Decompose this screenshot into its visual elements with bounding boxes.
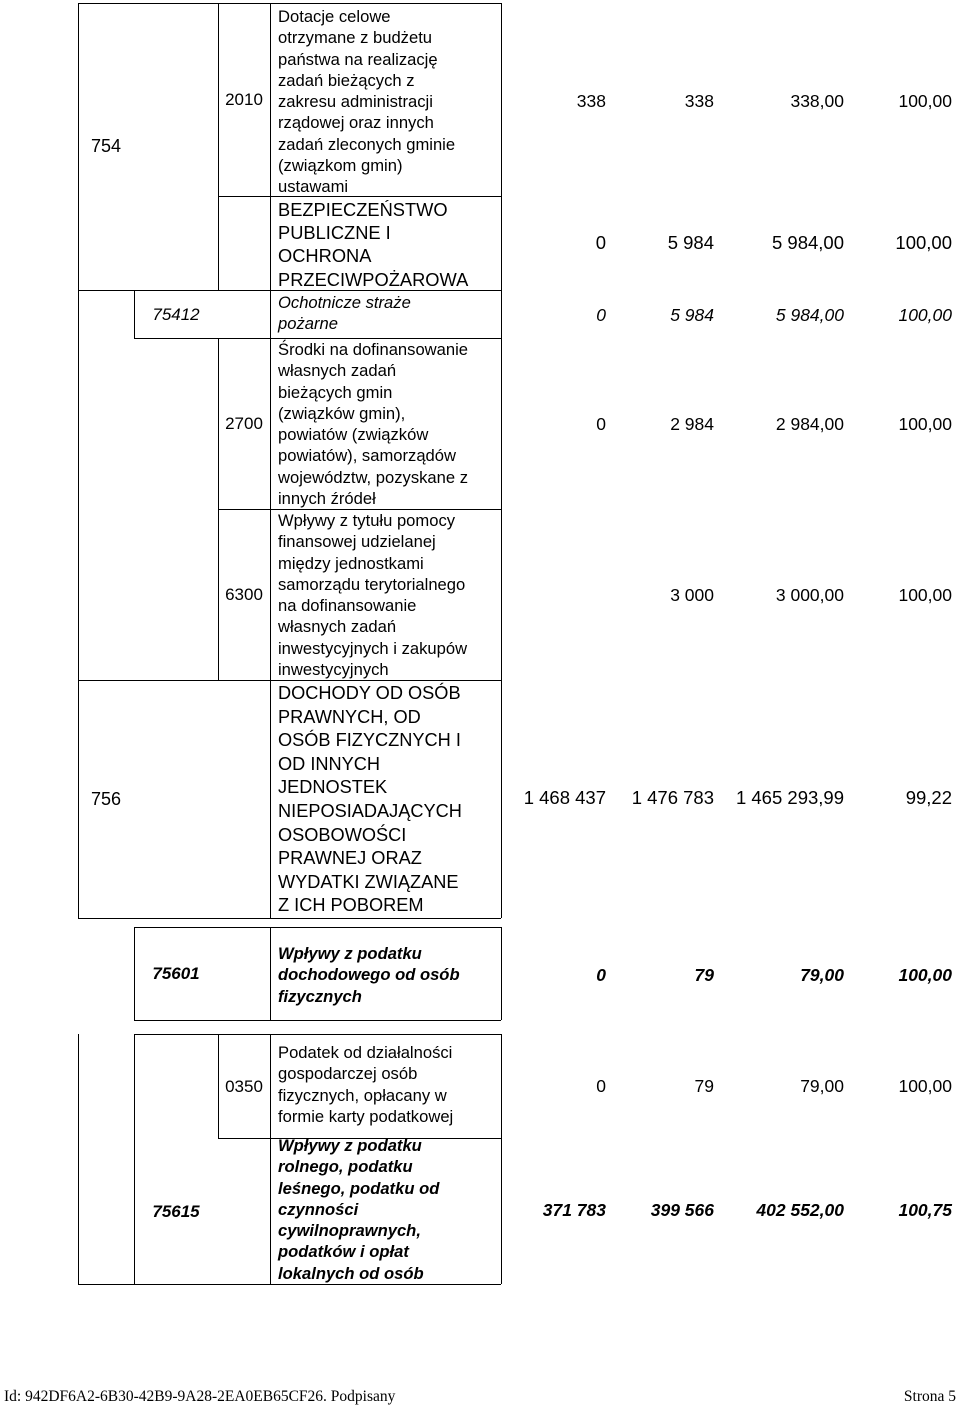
grid-line [78, 3, 502, 4]
execution-value: 79,00 [800, 965, 844, 985]
row-description: Wpływy z podatku rolnego, podatku leśnego, podatku od czynności cywilnoprawnych, podatków i opłat lokalnych od osób [278, 1136, 440, 1283]
grid-line [78, 1034, 79, 1284]
plan-after-changes-value: 1 476 783 [631, 787, 714, 808]
page-number-footer: Strona 5 [903, 1388, 956, 1405]
rozdzial-code: 75601 [152, 964, 200, 984]
paragraf-code: 6300 [225, 585, 263, 605]
percent-value: 100,00 [898, 91, 952, 111]
paragraf-code: 2010 [225, 90, 263, 110]
paragraf-code: 0350 [225, 1076, 263, 1096]
plan-value: 1 468 437 [523, 787, 606, 808]
percent-value: 100,00 [898, 1076, 952, 1096]
grid-line [270, 3, 271, 918]
grid-line [501, 927, 502, 1020]
row-description: Ochotnicze straże pożarne [278, 293, 411, 334]
percent-value: 100,00 [898, 965, 952, 985]
grid-line [270, 1034, 271, 1284]
plan-value: 0 [596, 1076, 606, 1096]
percent-value: 100,00 [898, 585, 952, 605]
grid-line [78, 1284, 501, 1285]
row-description: Dotacje celowe otrzymane z budżetu państwa na realizację zadań bieżących z zakresu administracji rządowej oraz innych zadań zleconych gminie (związkom gmin) ustawami [278, 7, 456, 197]
percent-value: 100,00 [898, 305, 952, 325]
plan-after-changes-value: 399 566 [650, 1200, 714, 1220]
grid-line [501, 1034, 502, 1284]
plan-after-changes-value: 3 000 [670, 585, 714, 605]
plan-after-changes-value: 79 [694, 1076, 714, 1096]
plan-value: 0 [596, 305, 606, 325]
plan-value: 0 [596, 965, 606, 985]
document-id-footer: Id: 942DF6A2-6B30-42B9-9A28-2EA0EB65CF26. Podpisany [4, 1388, 396, 1405]
plan-value: 0 [596, 414, 606, 434]
plan-value: 338 [576, 91, 606, 111]
execution-value: 402 552,00 [756, 1200, 844, 1220]
percent-value: 100,75 [898, 1200, 952, 1220]
plan-after-changes-value: 5 984 [670, 305, 714, 325]
dzial-code: 754 [90, 136, 122, 157]
grid-line [134, 1020, 501, 1021]
execution-value: 5 984,00 [775, 305, 844, 325]
grid-line [78, 918, 501, 919]
grid-line [270, 927, 271, 1020]
execution-value: 1 465 293,99 [735, 787, 844, 808]
execution-value: 3 000,00 [775, 585, 844, 605]
plan-after-changes-value: 79 [694, 965, 714, 985]
grid-line [501, 3, 502, 918]
row-description: Podatek od działalności gospodarczej osób fizycznych, opłacany w formie karty podatkowej [278, 1043, 454, 1126]
plan-value: 371 783 [542, 1200, 606, 1220]
percent-value: 100,00 [898, 414, 952, 434]
execution-value: 338,00 [790, 91, 844, 111]
percent-value: 100,00 [895, 232, 952, 253]
plan-after-changes-value: 2 984 [670, 414, 714, 434]
row-description: Środki na dofinansowanie własnych zadań bieżących gmin (związków gmin), powiatów (związków powiatów), samorządów województw, pozyskane z innych źródeł [278, 340, 469, 509]
grid-line [134, 1034, 501, 1035]
execution-value: 2 984,00 [775, 414, 844, 434]
row-description: DOCHODY OD OSÓB PRAWNYCH, OD OSÓB FIZYCZNYCH I OD INNYCH JEDNOSTEK NIEPOSIADAJĄCYCH OSOBOWOŚCI PRAWNEJ ORAZ WYDATKI ZWIĄZANE Z ICH POBOREM [278, 683, 462, 916]
execution-value: 79,00 [800, 1076, 844, 1096]
row-description: Wpływy z tytułu pomocy finansowej udzielanej między jednostkami samorządu terytorialnego na dofinansowanie własnych zadań inwestycyjnych i zakupów inwestycyjnych [278, 511, 468, 680]
rozdzial-code: 75412 [152, 304, 200, 324]
plan-after-changes-value: 5 984 [667, 232, 714, 253]
row-description: BEZPIECZEŃSTWO PUBLICZNE I OCHRONA PRZECIWPOŻAROWA [278, 199, 469, 290]
row-description: Wpływy z podatku dochodowego od osób fizycznych [278, 944, 460, 1006]
plan-after-changes-value: 338 [684, 91, 714, 111]
paragraf-code: 2700 [225, 414, 263, 434]
percent-value: 99,22 [905, 787, 952, 808]
dzial-code: 756 [90, 788, 122, 809]
plan-value: 0 [595, 232, 606, 253]
execution-value: 5 984,00 [771, 232, 844, 253]
rozdzial-code: 75615 [152, 1201, 200, 1221]
